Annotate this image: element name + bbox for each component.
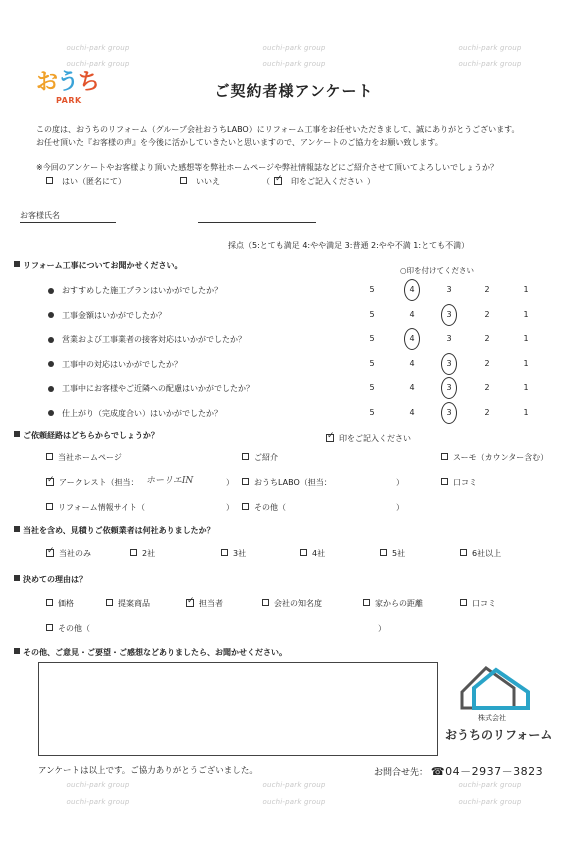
bullet-icon: [48, 410, 54, 416]
checkbox[interactable]: [441, 453, 448, 460]
watermark-row: [0, 781, 588, 793]
bullet-icon: [48, 361, 54, 367]
hint-label: 印をご記入ください: [339, 434, 411, 443]
option-label: 当社ホームページ: [58, 453, 122, 462]
score-option[interactable]: 3: [446, 285, 452, 294]
comment-field[interactable]: [38, 662, 438, 756]
selected-score-circle: [441, 353, 457, 375]
score-option[interactable]: 2: [484, 383, 490, 392]
bullet-icon: [48, 386, 54, 392]
score-option[interactable]: 2: [484, 358, 490, 368]
score-option[interactable]: 5: [369, 285, 375, 294]
option-suumo[interactable]: [441, 452, 548, 463]
checkbox-checked[interactable]: [46, 549, 54, 557]
option-acrest[interactable]: [46, 477, 139, 488]
company-house-icon: [456, 662, 536, 710]
consent-no-option[interactable]: [180, 176, 220, 187]
scoring-legend: 採点（5:とても満足 4:やや満足 3:普通 2:やや不満 1:とても不満）: [228, 241, 470, 250]
circle-hint: ○印を付けてください: [400, 266, 475, 275]
customer-name-label: お客様氏名: [20, 211, 60, 220]
checkbox[interactable]: [460, 599, 467, 606]
logo-char: ち: [78, 70, 100, 95]
watermark-text: ouchi-park group: [66, 781, 130, 789]
selected-score-circle: [404, 279, 420, 301]
watermark-row: [0, 798, 588, 810]
page-title: ご契約者様アンケート: [214, 82, 374, 100]
option-label-close: ）: [226, 503, 234, 512]
option-label: 会社の知名度: [274, 599, 322, 608]
option-label: 価格: [58, 599, 74, 608]
square-bullet-icon: [14, 648, 20, 654]
question-text: 営業および工事業者の接客対応はいかがでしたか？: [62, 335, 246, 344]
score-option[interactable]: 4: [409, 407, 415, 417]
footer-thanks: アンケートは以上です。ご協力ありがとうございました。: [38, 766, 258, 776]
square-bullet-icon: [14, 261, 20, 267]
intro-text: [36, 124, 576, 149]
selected-score-circle: [441, 377, 457, 399]
score-option[interactable]: 4: [409, 334, 415, 343]
selected-score-circle: [441, 402, 457, 424]
reason-option[interactable]: [106, 598, 150, 609]
checkmark-icon: [326, 434, 334, 442]
checkbox[interactable]: [300, 549, 307, 556]
checkbox[interactable]: [46, 177, 53, 184]
checkbox[interactable]: [130, 549, 137, 556]
reason-option[interactable]: [46, 598, 74, 609]
option-homepage[interactable]: [46, 452, 122, 463]
watermark-text: ouchi-park group: [66, 798, 130, 806]
option-label: 提案商品: [118, 599, 150, 608]
section-title: 当社を含め、見積りご依頼業者は何社ありましたか？: [23, 526, 215, 535]
score-option[interactable]: 3: [446, 358, 452, 368]
option-label: いいえ: [196, 177, 220, 186]
option-label: 口コミ: [472, 599, 496, 608]
score-option[interactable]: 1: [523, 309, 529, 319]
option-label-close: ）: [378, 624, 386, 633]
option-referral[interactable]: [242, 452, 278, 463]
score-option[interactable]: 4: [409, 358, 415, 368]
option-label: 当社のみ: [59, 549, 91, 558]
rating-question: [48, 285, 222, 296]
score-option[interactable]: 2: [484, 285, 490, 294]
checkbox[interactable]: [242, 503, 249, 510]
publication-consent-question: ※今回のアンケートやお客様より頂いた感想等を弊社ホームページや弊社情報誌などにご紹介させて頂いてよろしいでしょうか？: [36, 163, 499, 172]
score-option[interactable]: 1: [523, 358, 529, 368]
rating-question: [48, 383, 254, 394]
selected-score-circle: [404, 328, 420, 350]
reason-option[interactable]: [262, 598, 322, 609]
watermark-text: ouchi-park group: [458, 60, 522, 68]
option-label: 4社: [312, 549, 326, 558]
watermark-text: ouchi-park group: [262, 60, 326, 68]
square-bullet-icon: [14, 431, 20, 437]
score-option[interactable]: 4: [409, 309, 415, 319]
company-type: 株式会社: [478, 714, 506, 722]
checkbox[interactable]: [363, 599, 370, 606]
option-label: 3社: [233, 549, 247, 558]
option-label-close: ）: [226, 478, 234, 487]
checkbox[interactable]: [106, 599, 113, 606]
option-label: ご紹介: [254, 453, 278, 462]
score-option[interactable]: 3: [446, 309, 452, 319]
estimate-option[interactable]: [46, 548, 91, 559]
section-title: リフォーム工事についてお聞かせください。: [23, 261, 183, 270]
option-label: その他（: [254, 503, 286, 512]
score-option[interactable]: 3: [446, 334, 452, 343]
footer-contact: [374, 763, 543, 779]
signature-hint: [326, 433, 411, 444]
checkbox[interactable]: [242, 478, 249, 485]
option-other[interactable]: [242, 502, 286, 513]
contact-label: お問合せ先：: [374, 768, 429, 778]
option-label: おうちLABO（担当：: [254, 478, 332, 487]
score-option[interactable]: 4: [409, 383, 415, 392]
customer-name-field-2[interactable]: [198, 222, 316, 223]
checkbox[interactable]: [46, 453, 53, 460]
company-name: おうちのリフォーム: [445, 728, 553, 742]
section-comments: [14, 647, 287, 658]
section-referral-route: [14, 430, 159, 441]
reason-option[interactable]: [186, 598, 223, 609]
watermark-text: ouchi-park group: [458, 798, 522, 806]
watermark-text: ouchi-park group: [66, 60, 130, 68]
selected-score-circle: [441, 304, 457, 326]
checkbox[interactable]: [46, 503, 53, 510]
checkbox-checked[interactable]: [46, 478, 54, 486]
option-kuchikomi[interactable]: [441, 477, 477, 488]
logo-char: お: [36, 70, 58, 95]
option-label-close: ）: [396, 503, 404, 512]
estimate-option[interactable]: [380, 548, 405, 559]
score-option[interactable]: 5: [369, 407, 375, 417]
checkbox[interactable]: [262, 599, 269, 606]
watermark-row: [0, 44, 588, 56]
intro-line: この度は、おうちのリフォーム（グループ会社おうちLABO）にリフォーム工事をお任せいただきまして、誠にありがとうございます。: [36, 125, 520, 134]
option-label: 担当者: [199, 599, 223, 608]
score-option[interactable]: 3: [446, 383, 452, 392]
score-option[interactable]: 2: [484, 309, 490, 319]
checkbox[interactable]: [380, 549, 387, 556]
option-label: 6社以上: [472, 549, 502, 558]
checkbox[interactable]: [242, 453, 249, 460]
option-label: リフォーム情報サイト（: [58, 503, 146, 512]
score-option[interactable]: 2: [484, 407, 490, 417]
checkbox[interactable]: [441, 478, 448, 485]
score-option[interactable]: 2: [484, 334, 490, 343]
watermark-text: ouchi-park group: [262, 44, 326, 52]
score-option[interactable]: 5: [369, 383, 375, 392]
estimate-option[interactable]: [460, 548, 501, 559]
checkmark-icon: [274, 177, 282, 185]
section-title: 決めての理由は？: [23, 575, 87, 584]
bullet-icon: [48, 337, 54, 343]
section-reform-work: [14, 260, 182, 271]
logo-char: う: [57, 70, 79, 95]
score-option[interactable]: 1: [523, 334, 529, 343]
intro-line: お任せ頂いた『お客様の声』を今後に活かしていきたいと思いますので、アンケートのご協力をお願い致します。: [36, 137, 443, 147]
checkbox-checked[interactable]: [186, 599, 194, 607]
checkbox[interactable]: [221, 549, 228, 556]
estimate-option[interactable]: [300, 548, 325, 559]
question-text: 工事中にお客様やご近隣への配慮はいかがでしたか？: [62, 384, 254, 393]
square-bullet-icon: [14, 526, 20, 532]
score-option[interactable]: 1: [523, 285, 529, 294]
checkbox[interactable]: [180, 177, 187, 184]
option-label: スーモ（カウンター含む）: [453, 453, 549, 462]
watermark-text: ouchi-park group: [458, 44, 522, 52]
handwritten-staff-name: ホーリエIN: [146, 476, 194, 486]
consent-signature-hint: （ ✓ 印をご記入ください ）: [262, 176, 375, 187]
option-label: 印をご記入ください: [291, 177, 363, 186]
option-info-site[interactable]: [46, 502, 145, 513]
watermark-text: ouchi-park group: [66, 44, 130, 52]
score-option[interactable]: 5: [369, 358, 375, 368]
option-label: 口コミ: [453, 478, 477, 487]
option-label-close: ）: [396, 478, 404, 487]
score-option[interactable]: 1: [523, 383, 529, 392]
watermark-text: ouchi-park group: [262, 781, 326, 789]
rating-question: [48, 334, 246, 345]
rating-question: [48, 359, 182, 370]
score-option[interactable]: 5: [369, 309, 375, 319]
option-other[interactable]: [46, 623, 90, 634]
reason-option[interactable]: [363, 598, 423, 609]
checkbox[interactable]: [460, 549, 467, 556]
score-option[interactable]: 3: [446, 407, 452, 417]
square-bullet-icon: [14, 575, 20, 581]
watermark-text: ouchi-park group: [458, 781, 522, 789]
reason-option[interactable]: [460, 598, 496, 609]
bullet-icon: [48, 288, 54, 294]
estimate-option[interactable]: [221, 548, 246, 559]
checkbox[interactable]: [46, 599, 53, 606]
option-label: その他（: [58, 624, 90, 633]
option-label: アークレスト（担当：: [59, 478, 139, 487]
option-label: 2社: [142, 549, 156, 558]
section-title: その他、ご意見・ご要望・ご感想などありましたら、お聞かせください。: [23, 648, 287, 657]
option-label: はい（匿名にて）: [62, 177, 126, 186]
question-text: 仕上がり（完成度合い）はいかがでしたか？: [62, 408, 222, 418]
score-option[interactable]: 4: [409, 285, 415, 294]
bullet-icon: [48, 312, 54, 318]
rating-question: [48, 408, 222, 419]
section-title: ご依頼経路はどちらからでしょうか？: [23, 431, 159, 440]
option-label: 5社: [392, 549, 406, 558]
section-estimate-count: [14, 525, 215, 536]
watermark-text: ouchi-park group: [262, 798, 326, 806]
question-text: おすすめした施工プランはいかがでしたか？: [62, 286, 223, 295]
score-option[interactable]: 1: [523, 407, 529, 417]
logo-park-text: PARK: [56, 96, 82, 105]
option-labo[interactable]: [242, 477, 332, 488]
question-text: 工事中の対応はいかがでしたか？: [62, 359, 182, 369]
score-option[interactable]: 5: [369, 334, 375, 343]
customer-name-field[interactable]: [20, 222, 116, 223]
question-text: 工事金額はいかがでしたか？: [62, 310, 166, 320]
estimate-option[interactable]: [130, 548, 155, 559]
checkbox[interactable]: [46, 624, 53, 631]
consent-yes-option[interactable]: [46, 176, 126, 187]
section-decision-reason: [14, 574, 87, 585]
option-label: 家からの距離: [375, 599, 423, 608]
phone-number[interactable]: ☎04－2937－3823: [430, 765, 544, 778]
rating-question: [48, 310, 166, 321]
